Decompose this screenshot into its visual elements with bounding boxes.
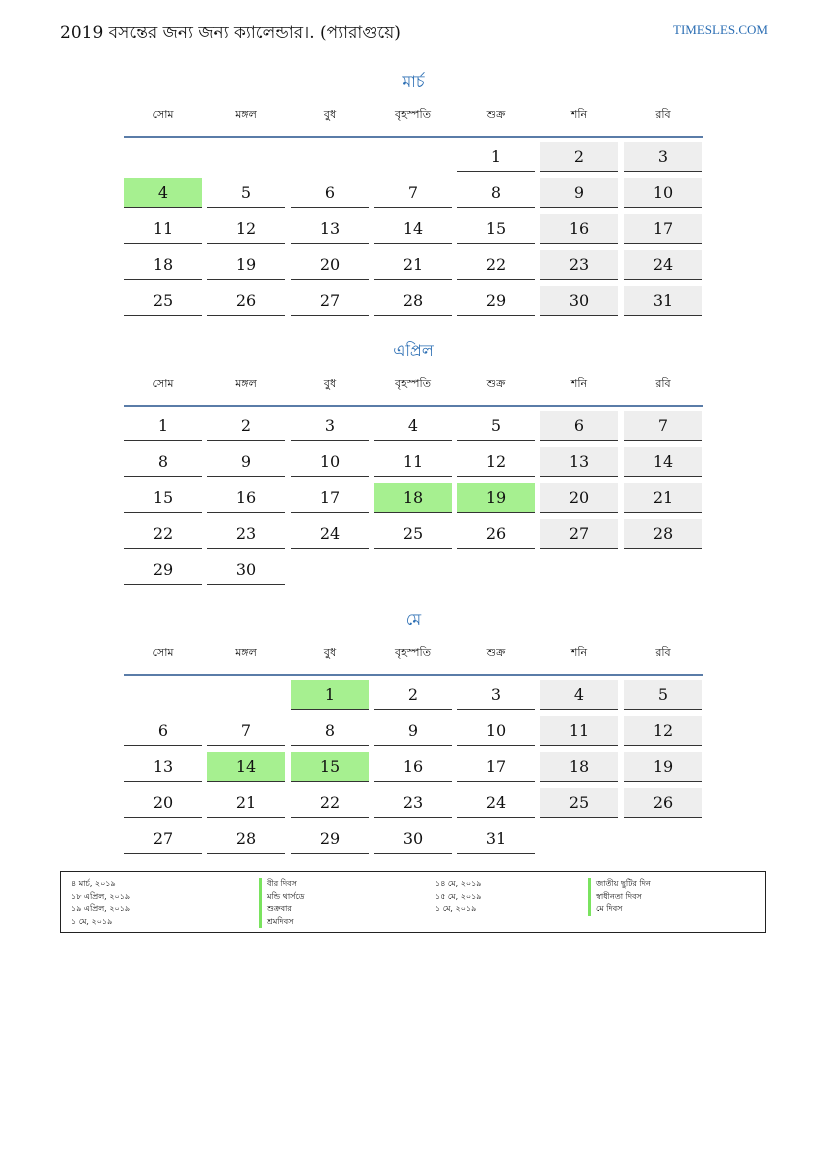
- day-cell: 26: [457, 519, 535, 549]
- page-title: 2019 বসন্তের জন্য জন্য ক্যালেন্ডার।. (প্যারাগুয়ে): [60, 23, 401, 43]
- day-cell: 6: [124, 716, 202, 746]
- month-name: মে: [405, 610, 422, 629]
- legend-holiday-name: শুক্রবার: [259, 903, 305, 916]
- day-cell: 4: [374, 411, 452, 441]
- day-cell: 31: [457, 824, 535, 854]
- weekday-label: সোম: [152, 646, 174, 659]
- day-cell: 21: [207, 788, 285, 818]
- month-name: এপ্রিল: [393, 341, 434, 360]
- header-divider: [124, 136, 703, 138]
- day-cell: 6: [291, 178, 369, 208]
- weekday-label: সোম: [152, 108, 174, 121]
- day-cell: 3: [624, 142, 702, 172]
- day-cell: 28: [374, 286, 452, 316]
- day-cell: 28: [624, 519, 702, 549]
- day-cell: 27: [124, 824, 202, 854]
- day-cell: 24: [291, 519, 369, 549]
- day-cell: 13: [291, 214, 369, 244]
- month-calendar: [124, 339, 703, 579]
- month-name: মার্চ: [402, 72, 425, 91]
- day-cell: 16: [374, 752, 452, 782]
- day-cell: 24: [624, 250, 702, 280]
- day-cell: 26: [207, 286, 285, 316]
- day-cell: 30: [374, 824, 452, 854]
- day-cell: 1: [457, 142, 535, 172]
- holiday-day-cell: 19: [457, 483, 535, 513]
- header-divider: [124, 674, 703, 676]
- weekday-label: সোম: [152, 377, 174, 390]
- day-cell: 11: [540, 716, 618, 746]
- day-cell: 30: [540, 286, 618, 316]
- month-calendar: [124, 608, 703, 848]
- legend-left-names: [259, 878, 305, 928]
- day-cell: 5: [207, 178, 285, 208]
- day-cell: 10: [291, 447, 369, 477]
- day-cell: 24: [457, 788, 535, 818]
- day-cell: 15: [124, 483, 202, 513]
- day-cell: 17: [291, 483, 369, 513]
- holiday-day-cell: 15: [291, 752, 369, 782]
- day-cell: 3: [291, 411, 369, 441]
- weekday-header: [124, 94, 703, 138]
- day-cell: 13: [124, 752, 202, 782]
- weekday-label: রবি: [655, 646, 671, 659]
- day-cell: 27: [540, 519, 618, 549]
- day-cell: 9: [374, 716, 452, 746]
- day-cell: 22: [457, 250, 535, 280]
- day-cell: 2: [374, 680, 452, 710]
- day-cell: 7: [207, 716, 285, 746]
- day-cell: 8: [291, 716, 369, 746]
- weekday-label: শনি: [570, 108, 588, 121]
- holiday-day-cell: 14: [207, 752, 285, 782]
- day-cell: 12: [457, 447, 535, 477]
- day-cell: 20: [291, 250, 369, 280]
- day-cell: 2: [540, 142, 618, 172]
- day-cell: 14: [374, 214, 452, 244]
- day-cell: 21: [374, 250, 452, 280]
- legend-date: ১৪ মে, ২০১৯: [435, 879, 482, 888]
- weekday-label: মঙ্গল: [235, 377, 257, 390]
- weekday-label: শুক্র: [486, 377, 506, 390]
- weekday-header: [124, 363, 703, 407]
- day-cell: 25: [374, 519, 452, 549]
- holiday-day-cell: 18: [374, 483, 452, 513]
- day-cell: 17: [624, 214, 702, 244]
- day-cell: 5: [624, 680, 702, 710]
- day-cell: 15: [457, 214, 535, 244]
- holiday-day-cell: 4: [124, 178, 202, 208]
- day-cell: 4: [540, 680, 618, 710]
- day-cell: 25: [540, 788, 618, 818]
- day-cell: 5: [457, 411, 535, 441]
- day-cell: 6: [540, 411, 618, 441]
- weekday-label: শনি: [570, 646, 588, 659]
- legend-date: ১ মে, ২০১৯: [71, 916, 113, 926]
- day-cell: 1: [124, 411, 202, 441]
- weekday-label: বৃহস্পতি: [395, 377, 431, 390]
- weekday-label: মঙ্গল: [235, 108, 257, 121]
- day-cell: 10: [457, 716, 535, 746]
- weekday-label: রবি: [655, 108, 671, 121]
- day-cell: 16: [540, 214, 618, 244]
- day-cell: 8: [457, 178, 535, 208]
- holiday-day-cell: 1: [291, 680, 369, 710]
- legend-date: ১ মে, ২০১৯: [435, 904, 477, 913]
- legend-date: ১৯ এপ্রিল, ২০১৯: [71, 904, 131, 913]
- weekday-label: শনি: [570, 377, 588, 390]
- day-cell: 17: [457, 752, 535, 782]
- day-cell: 11: [374, 447, 452, 477]
- weekday-label: বৃহস্পতি: [395, 646, 431, 659]
- legend-date: ৪ মার্চ, ২০১৯: [71, 879, 116, 888]
- day-cell: 22: [124, 519, 202, 549]
- legend-date: ১৫ মে, ২০১৯: [435, 891, 482, 901]
- day-cell: 21: [624, 483, 702, 513]
- day-cell: 19: [624, 752, 702, 782]
- legend-holiday-name: শ্রমদিবস: [259, 916, 305, 929]
- legend-right-names: [588, 878, 651, 916]
- day-cell: 23: [207, 519, 285, 549]
- day-cell: 12: [207, 214, 285, 244]
- month-calendar: [124, 70, 703, 310]
- header-divider: [124, 405, 703, 407]
- day-cell: 8: [124, 447, 202, 477]
- day-cell: 23: [540, 250, 618, 280]
- day-cell: 20: [124, 788, 202, 818]
- legend-left-dates: [71, 878, 130, 928]
- day-cell: 11: [124, 214, 202, 244]
- day-cell: 28: [207, 824, 285, 854]
- holiday-legend: [60, 871, 766, 933]
- day-cell: 30: [207, 555, 285, 585]
- site-link[interactable]: TIMESLES.COM: [673, 22, 768, 37]
- day-cell: 10: [624, 178, 702, 208]
- legend-holiday-name: বীর দিবস: [259, 878, 305, 891]
- weekday-header: [124, 632, 703, 676]
- day-cell: 13: [540, 447, 618, 477]
- day-cell: 29: [124, 555, 202, 585]
- legend-holiday-name: মে দিবস: [588, 903, 651, 916]
- legend-holiday-name: মন্ডি থার্সডে: [259, 891, 305, 904]
- day-cell: 31: [624, 286, 702, 316]
- weekday-label: বুধ: [323, 646, 337, 659]
- legend-date: ১৮ এপ্রিল, ২০১৯: [71, 891, 131, 901]
- day-cell: 9: [207, 447, 285, 477]
- day-cell: 14: [624, 447, 702, 477]
- weekday-label: বৃহস্পতি: [395, 108, 431, 121]
- legend-holiday-name: জাতীয় ছুটির দিন: [588, 878, 651, 891]
- weekday-label: মঙ্গল: [235, 646, 257, 659]
- weekday-label: রবি: [655, 377, 671, 390]
- day-cell: 12: [624, 716, 702, 746]
- day-cell: 20: [540, 483, 618, 513]
- day-cell: 3: [457, 680, 535, 710]
- day-cell: 29: [457, 286, 535, 316]
- day-cell: 27: [291, 286, 369, 316]
- weekday-label: বুধ: [323, 377, 337, 390]
- weekday-label: শুক্র: [486, 108, 506, 121]
- day-cell: 7: [374, 178, 452, 208]
- weekday-label: শুক্র: [486, 646, 506, 659]
- legend-holiday-name: স্বাধীনতা দিবস: [588, 891, 651, 904]
- legend-right-dates: [435, 878, 482, 916]
- weekday-label: বুধ: [323, 108, 337, 121]
- day-cell: 25: [124, 286, 202, 316]
- day-cell: 22: [291, 788, 369, 818]
- day-cell: 16: [207, 483, 285, 513]
- day-cell: 29: [291, 824, 369, 854]
- day-cell: 9: [540, 178, 618, 208]
- day-cell: 2: [207, 411, 285, 441]
- day-cell: 18: [124, 250, 202, 280]
- day-cell: 18: [540, 752, 618, 782]
- day-cell: 26: [624, 788, 702, 818]
- day-cell: 7: [624, 411, 702, 441]
- day-cell: 23: [374, 788, 452, 818]
- day-cell: 19: [207, 250, 285, 280]
